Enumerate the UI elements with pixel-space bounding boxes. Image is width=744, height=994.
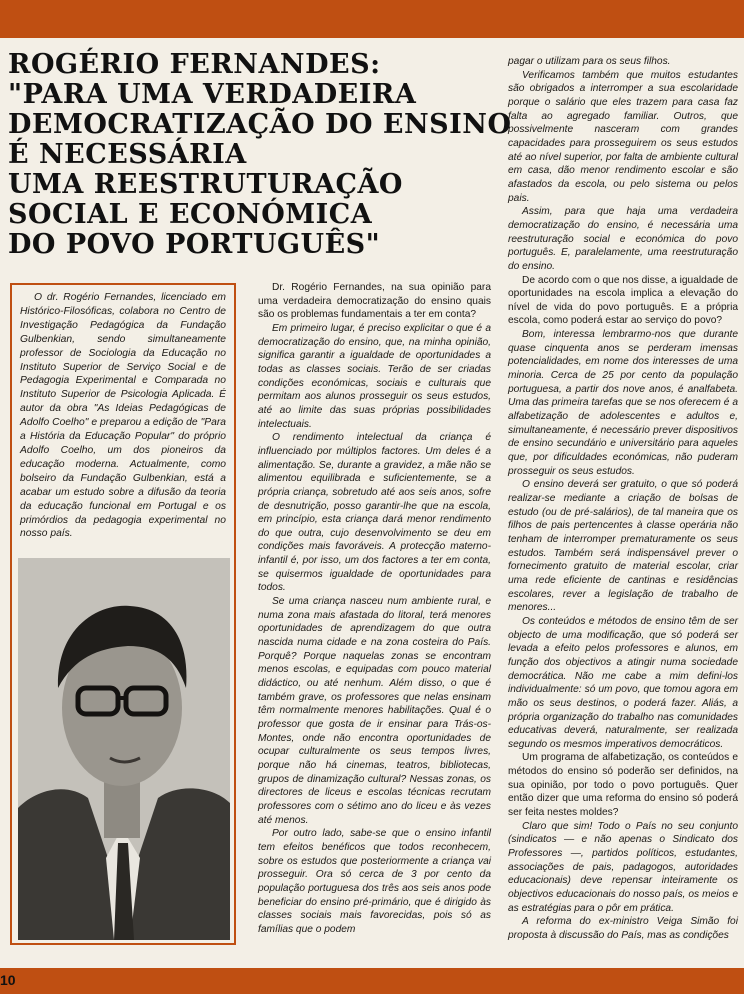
interview-answer: Verificamos também que muitos estudantes são obrigados a interromper a sua escolaridade porque o salário que eles trazem para casa faz falta ao agregado familiar. Outros, que possivelmente nasceram com grandes capacidades para prosseguirem os seus estudos até ao nível superior, por falta de ambiente cultural em casa, dão menor rendimento escolar e são afastados da escola, ou pelo sistema ou pelos pais. [508,69,738,204]
interview-answer: Assim, para que haja uma verdadeira democratização do ensino, é necessária uma reestruturação social e económica do povo português. E, paralelamente, uma reestruturação do ensino. [508,206,738,272]
interview-question: De acordo com o que nos disse, a igualdade de oportunidades na escola implica a elevação do nível de vida do povo português. E a própria escola, como poderá estar ao serviço do povo? [508,274,738,327]
interview-answer: O rendimento intelectual da criança é influenciado por múltiplos factores. Um deles é a alimentação. Se, durante a gravidez, a mãe não se alimentou equilibrada e suficientemente, se a própria criança, sobretudo até aos seis anos, sofre de desnutrição, posso garantir-lhe que na escola, em princípio, esta criança dará menor rendimento do que outra, cujo desenvolvimento se deu em condições mais favoráveis. A protecção materno-infantil é, por isso, um dos factores a ter em conta, se quisermos igualdade de oportunidades para todos. [258,432,491,594]
headline-line: UMA REESTRUTURAÇÃO [8,169,403,200]
headline-line: DEMOCRATIZAÇÃO DO ENSINO [8,109,512,140]
interview-answer: Os conteúdos e métodos de ensino têm de ser objecto de uma modificação, que só poderá ser levada a efeito pelos professores e alunos, em função dos objectivos a atingir numa sociedade democrática. Não me cabe a mim defini-los individualmente: só um povo, que tomou agora em mão os seus destinos, o poderá fazer. Aliás, a própria organização do trabalho nas comunidades educativas deverá, naturalmente, ser realizada segundo os mesmos imperativos democráticos. [508,615,738,750]
bio-sidebar [10,283,236,945]
interview-answer: Em primeiro lugar, é preciso explicitar o que é a democratização do ensino, que, na minha opinião, significa garantir a igualdade de oportunidades a todas as classes sociais. Terão de ser criadas condições económicas, sociais e culturais que permitam aos alunos prosseguir os seus estudos, até ao limite das suas próprias possibilidades intelectuais. [258,322,491,430]
article-column-3 [508,55,738,943]
interview-answer: Claro que sim! Todo o País no seu conjunto (sindicatos — e não apenas o Sindicato dos Professores —, partidos políticos, estudantes, associações de pais, padagogos, autoridades educacionais) deve repensar inteiramente os objectivos educacionais do nosso país, os meios e as estratégias para o pôr em prática. [508,820,738,914]
top-color-band [0,0,744,38]
bio-text: O dr. Rogério Fernandes, licenciado em Histórico-Filosóficas, colabora no Centro de Investigação Pedagógica da Fundação Gulbenkian, sendo simultaneamente professor de Sociologia da Educação no Instituto Superior de Serviço Social e de Pedagogia Experimental e Comparada no Instituto Superior de Psicologia Aplicada. É autor da obra "As Ideias Pedagógicas de Adolfo Coelho" e preparou a edição de "Para a História da Educação Popular" do próprio Adolfo Coelho, um dos pioneiros da educação moderna. Actualmente, como bolseiro da Fundação Gulbenkian, está a acabar um estudo sobre a difusão da teoria da educação funcional em Portugal e os primórdios da pedagogia experimental no nosso país. [20,292,226,540]
headline-line: ROGÉRIO FERNANDES: [8,49,381,80]
article-column-2 [258,281,491,937]
interview-question: Dr. Rogério Fernandes, na sua opinião para uma verdadeira democratização do ensino quais são os problemas fundamentais a ter em conta? [258,282,491,321]
headline-line: SOCIAL E ECONÓMICA [8,199,373,230]
bottom-color-band [0,968,744,994]
interview-answer: A reforma do ex-ministro Veiga Simão foi proposta à discussão do País, mas as condições [508,916,738,941]
headline-line: DO POVO PORTUGUÊS" [8,229,381,260]
interview-answer: Por outro lado, sabe-se que o ensino infantil tem efeitos benéficos que todos reconhecem, sobre os estudos que posteriormente a criança vai prosseguir. Ora só cerca de 3 por cento da população portuguesa dos três aos seis anos pode beneficiar do ensino pré-primário, que é dirigido às classes sociais mais favorecidas, pois só as famílias que o podem [258,828,491,935]
interview-question: Um programa de alfabetização, os conteúdos e métodos do ensino só poderão ser definidos, na sua opinião, por todo o povo português. Quer então dizer que uma reforma do ensino só poderá ser feita nestes moldes? [508,752,738,819]
interview-answer: Bom, interessa lembrarmo-nos que durante quase cinquenta anos se perderam imensas potencialidades, em nome dos interesses de uma minoria. Cerca de 25 por cento da população portuguesa, a partir dos nove anos, é analfabeta. Uma das primeira tarefas que se nos oferecem é a alfabetização de adolescentes e adultos e, simultaneamente, é necessário prever dispositivos de ensino secundário e universitário para aqueles que, por dificuldades económicas, não puderam prosseguir os seus estudos. [508,329,738,477]
interview-answer: pagar o utilizam para os seus filhos. [508,56,671,67]
page-number: 10 [0,972,16,988]
interview-answer: Se uma criança nasceu num ambiente rural, e numa zona mais afastada do litoral, terá menores oportunidades de aprendizagem do que outra nascida numa cidade e na zona costeira do País. Porquê? Porque naquelas zonas se encontram menos escolas, e equipadas com pouco material didáctico, ou até nenhum. Além disso, o que é também grave, os professores que nelas ensinam têm normalmente menores habilitações. Qual é o professor que gosta de ir ensinar para Trás-os-Montes, onde não encontra oportunidades de ocupar culturalmente os seus tempos livres, porque não há cinemas, teatros, bibliotecas, grupos de dinamização cultural? Nessas zonas, os directores de liceus e escolas técnicas recrutam professores com o sétimo ano do liceu e às vezes até menos. [258,596,491,826]
portrait-photo [18,558,230,940]
interview-answer: O ensino deverá ser gratuito, o que só poderá realizar-se mediante a criação de bolsas de estudo (ou de pré-salários), de tal maneira que os filhos de pais pertencentes à classe operária não tenham de interromper prematuramente os seus estudos. Também será indispensável prever o fornecimento gratuito de material escolar, criar uma rede eficiente de cantinas e residências escolares, rever a legislação de trabalho de menores... [508,479,738,614]
headline-line: É NECESSÁRIA [8,139,247,170]
headline-line: "PARA UMA VERDADEIRA [8,79,417,110]
headline [8,49,512,260]
